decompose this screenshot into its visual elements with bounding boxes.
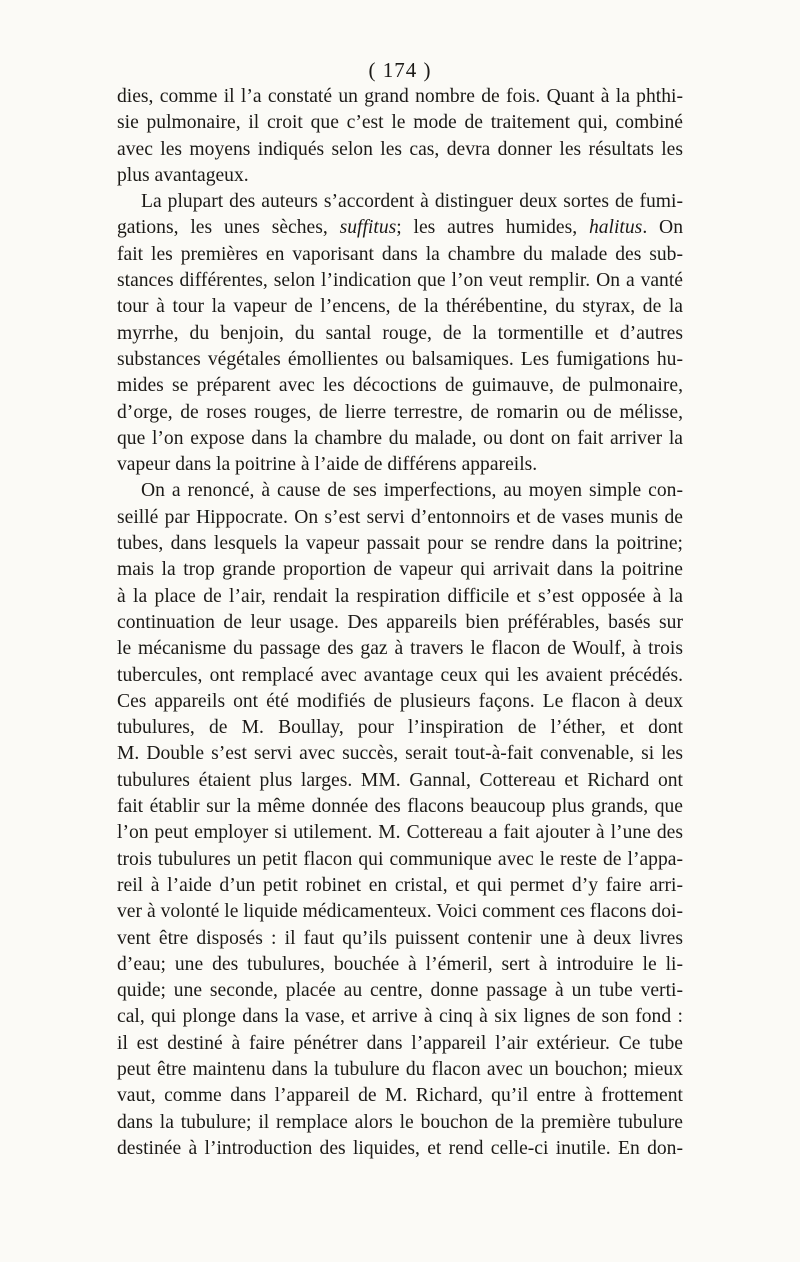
text-line: tubercules, ont remplacé avec avantage ceux qui les avaient précédés.: [117, 664, 683, 686]
text-line: myrrhe, du benjoin, du santal rouge, de la tormentille et d’autres: [117, 322, 683, 344]
text-line: dans la tubulure; il remplace alors le bouchon de la première tubulure: [117, 1111, 683, 1133]
text-line: On a renoncé, à cause de ses imperfections, au moyen simple con-: [141, 480, 683, 502]
page-number: ( 174 ): [368, 58, 432, 82]
text-line: reil à l’aide d’un petit robinet en cristal, et qui permet d’y faire arri-: [117, 874, 683, 896]
text-line: vaut, comme dans l’appareil de M. Richard, qu’il entre à frottement: [117, 1085, 683, 1107]
text-line: seillé par Hippocrate. On s’est servi d’entonnoirs et de vases munis de: [117, 506, 683, 528]
text-line: M. Double s’est servi avec succès, serait tout-à-fait convenable, si les: [117, 743, 683, 765]
text-line: fait établir sur la même donnée des flacons beaucoup plus grands, que: [117, 796, 683, 818]
text-line: cal, qui plonge dans la vase, et arrive à cinq à six lignes de son fond :: [117, 1006, 683, 1028]
text-line: sie pulmonaire, il croit que c’est le mode de traitement qui, combiné: [117, 112, 683, 134]
text-line: quide; une seconde, placée au centre, donne passage à un tube verti-: [117, 980, 683, 1002]
text-line: à la place de l’air, rendait la respiration difficile et s’est opposée à la: [117, 585, 683, 607]
text-line: tubulures étaient plus larges. MM. Gannal, Cottereau et Richard ont: [117, 769, 683, 791]
text-line: peut être maintenu dans la tubulure du flacon avec un bouchon; mieux: [117, 1058, 683, 1080]
text-line: l’on peut employer si utilement. M. Cottereau a fait ajouter à l’une des: [117, 822, 683, 844]
text-line: Ces appareils ont été modifiés de plusieurs façons. Le flacon à deux: [117, 690, 683, 712]
text-line: tubulures, de M. Boullay, pour l’inspiration de l’éther, et dont: [117, 717, 683, 739]
text-line: dies, comme il l’a constaté un grand nombre de fois. Quant à la phthi-: [117, 86, 683, 107]
text-line: le mécanisme du passage des gaz à travers le flacon de Woulf, à trois: [117, 638, 683, 660]
text-line: il est destiné à faire pénétrer dans l’appareil l’air extérieur. Ce tube: [117, 1032, 683, 1054]
text-line: ver à volonté le liquide médicamenteux. Voici comment ces flacons doi-: [117, 901, 683, 923]
text-line: vapeur dans la poitrine à l’aide de différens appareils.: [117, 454, 538, 476]
text-line: substances végétales émollientes ou balsamiques. Les fumigations hu-: [117, 348, 683, 370]
text-line: tour à tour la vapeur de l’encens, de la thérébentine, du styrax, de la: [117, 296, 683, 318]
text-line: destinée à l’introduction des liquides, et rend celle-ci inutile. En don-: [117, 1137, 683, 1159]
text-line: La plupart des auteurs s’accordent à distinguer deux sortes de fumi-: [141, 191, 683, 213]
text-line: mides se préparent avec les décoctions de guimauve, de pulmonaire,: [117, 375, 683, 397]
text-line: d’orge, de roses rouges, de lierre terrestre, de romarin ou de mélisse,: [117, 401, 683, 423]
text-line: gations, les unes sèches, suffitus; les autres humides, halitus. On: [117, 217, 684, 239]
body-text: [117, 84, 683, 1162]
text-line: continuation de leur usage. Des appareils bien préférables, basés sur: [117, 611, 683, 633]
text-line: trois tubulures un petit flacon qui communique avec le reste de l’appa-: [117, 848, 683, 870]
text-line: mais la trop grande proportion de vapeur qui arrivait dans la poitrine: [117, 559, 683, 581]
text-line: d’eau; une des tubulures, bouchée à l’émeril, sert à introduire le li-: [117, 953, 683, 975]
text-line: fait les premières en vaporisant dans la chambre du malade des sub-: [117, 243, 683, 265]
text-line: que l’on expose dans la chambre du malade, ou dont on fait arriver la: [117, 427, 683, 449]
text-line: tubes, dans lesquels la vapeur passait pour se rendre dans la poitrine;: [117, 533, 683, 555]
text-line: vent être disposés : il faut qu’ils puissent contenir une à deux livres: [117, 927, 683, 949]
text-line: stances différentes, selon l’indication que l’on veut remplir. On a vanté: [117, 270, 683, 292]
text-line: plus avantageux.: [117, 164, 249, 186]
text-line: avec les moyens indiqués selon les cas, devra donner les résultats les: [117, 138, 683, 160]
